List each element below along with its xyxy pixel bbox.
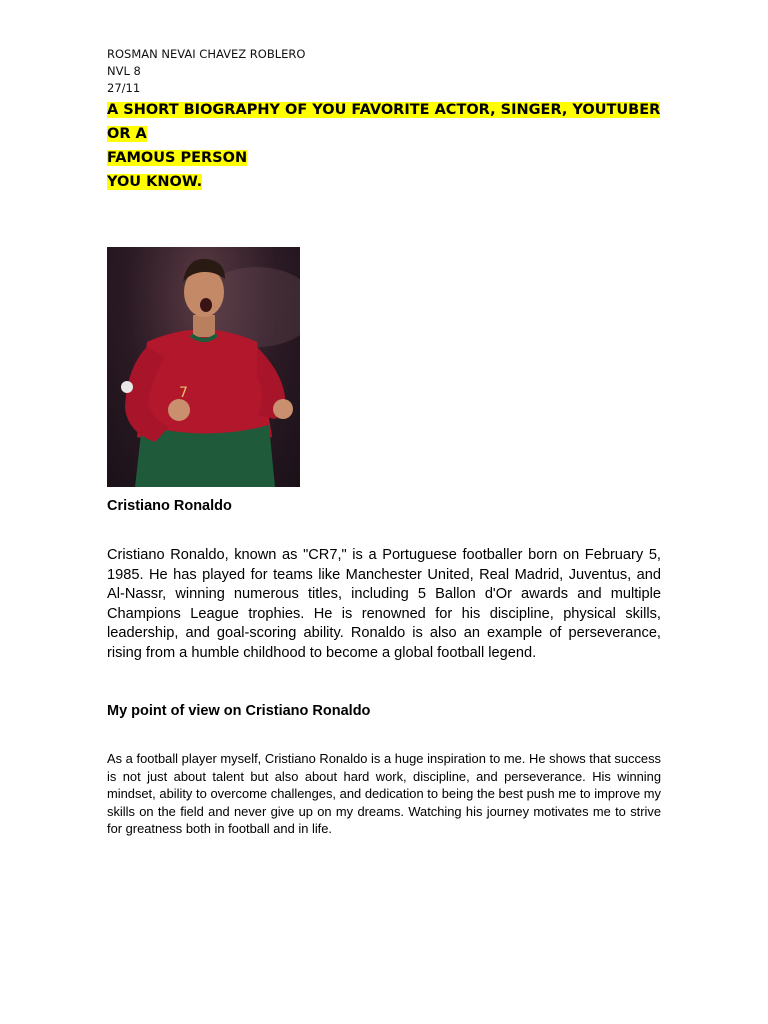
student-name: ROSMAN NEVAI CHAVEZ ROBLERO [107, 47, 306, 61]
document-date: 27/11 [107, 81, 141, 95]
title-line-1: A SHORT BIOGRAPHY OF YOU FAVORITE ACTOR, SINGER, YOUTUBER OR A [107, 102, 661, 142]
student-level: NVL 8 [107, 64, 141, 78]
biography-paragraph: Cristiano Ronaldo, known as "CR7," is a Portuguese footballer born on February 5, 1985. He has played for teams like Manchester United, Real Madrid, Juventus, and Al-Nassr, winning numerous titles, including 5 Ballon d'Or awards and multiple Champions League trophies. He is renowned for his discipline, physical skills, leadership, and goal-scoring ability. Ronaldo is also an example of perseverance, rising from a humble childhood to become a global football legend. [107, 547, 661, 661]
ronaldo-photo [107, 247, 300, 487]
celebration-illustration [107, 247, 300, 487]
assignment-title [107, 98, 667, 194]
svg-text:7: 7 [179, 385, 188, 401]
photo-caption: Cristiano Ronaldo [107, 498, 232, 514]
title-line-2: FAMOUS PERSON [107, 150, 248, 166]
opinion-paragraph: As a football player myself, Cristiano Ronaldo is a huge inspiration to me. He shows that success is not just about talent but also about hard work, discipline, and perseverance. His winning mindset, ability to overcome challenges, and dedication to being the best push me to improve my skills on the field and never give up on my dreams. Watching his journey motivates me to strive for greatness both in football and in life. [107, 751, 661, 837]
opinion-heading: My point of view on Cristiano Ronaldo [107, 703, 371, 719]
title-line-3: YOU KNOW. [107, 174, 203, 190]
